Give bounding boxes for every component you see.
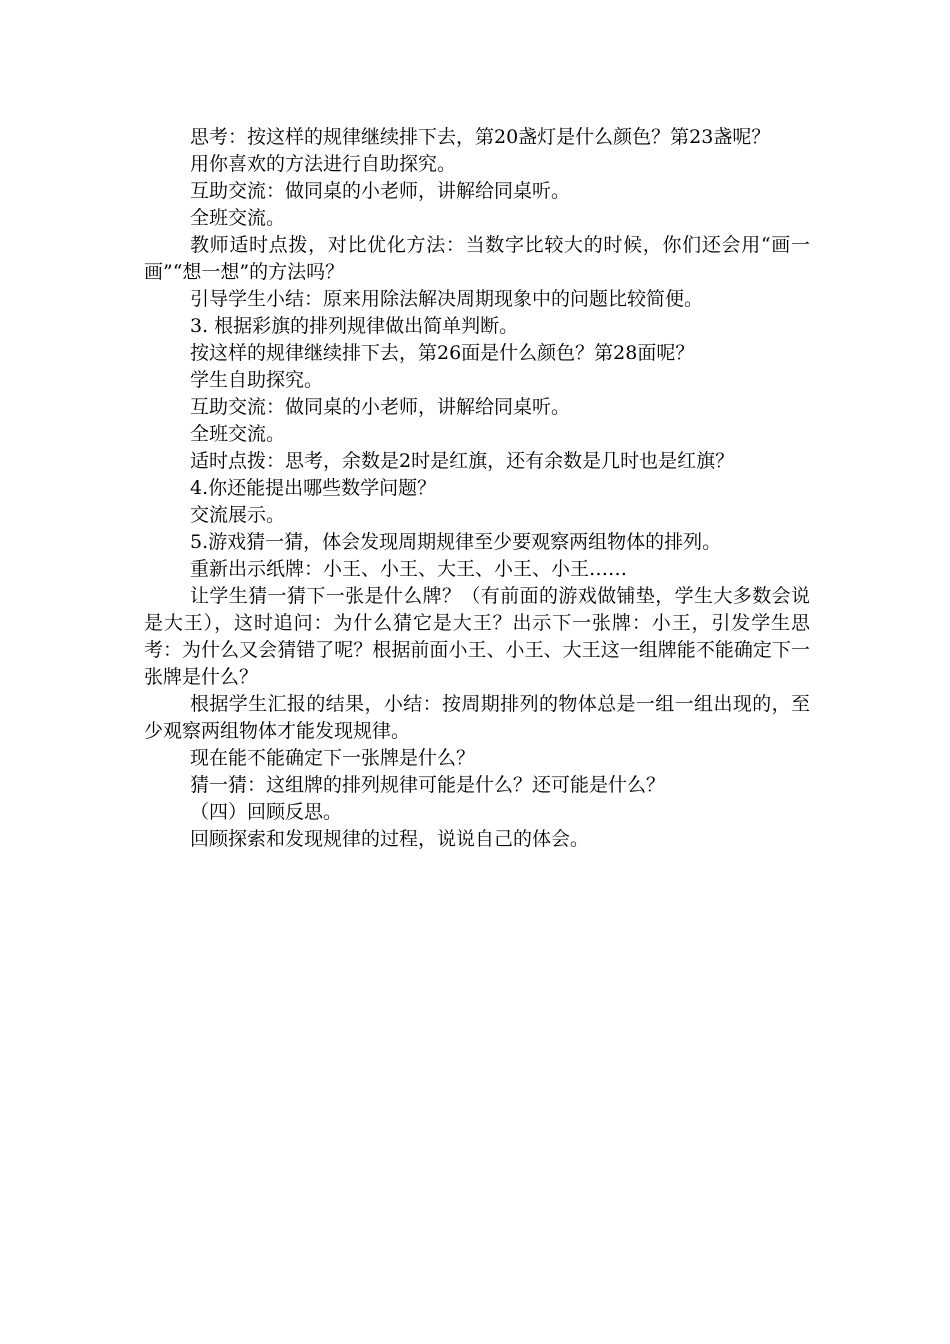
paragraph-2: 用你喜欢的方法进行自助探究。 [190, 153, 457, 175]
paragraph-16: 重新出示纸牌：小王、小王、大王、小王、小王…… [190, 558, 628, 580]
paragraph-7: 3. 根据彩旗的排列规律做出简单判断。 [190, 315, 519, 337]
paragraph-5: 教师适时点拨，对比优化方法：当数字比较大的时候，你们还会用“画一画”“想一想”的方法吗？ [144, 234, 810, 283]
document-body [144, 124, 810, 853]
paragraph-4: 全班交流。 [190, 207, 286, 229]
paragraph-22: 回顾探索和发现规律的过程，说说自己的体会。 [190, 828, 590, 850]
paragraph-21: （四）回顾反思。 [190, 801, 343, 823]
paragraph-6: 引导学生小结：原来用除法解决周期现象中的问题比较简便。 [190, 288, 704, 310]
paragraph-13: 4.你还能提出哪些数学问题？ [190, 477, 437, 499]
paragraph-11: 全班交流。 [190, 423, 286, 445]
paragraph-17: 让学生猜一猜下一张是什么牌？（有前面的游戏做铺垫，学生大多数会说是大王），这时追问：为什么猜它是大王？出示下一张牌：小王，引发学生思考：为什么又会猜错了呢？根据前面小王、小王、大王这一组牌能不能确定下一张牌是什么？ [144, 585, 810, 688]
paragraph-18: 根据学生汇报的结果，小结：按周期排列的物体总是一组一组出现的，至少观察两组物体才能发现规律。 [144, 693, 810, 742]
paragraph-14: 交流展示。 [190, 504, 286, 526]
paragraph-8: 按这样的规律继续排下去，第26面是什么颜色？第28面呢？ [190, 342, 695, 364]
paragraph-15: 5.游戏猜一猜，体会发现周期规律至少要观察两组物体的排列。 [190, 531, 722, 553]
paragraph-12: 适时点拨：思考，余数是2时是红旗，还有余数是几时也是红旗？ [190, 450, 735, 472]
paragraph-20: 猜一猜：这组牌的排列规律可能是什么？还可能是什么？ [190, 774, 666, 796]
paragraph-19: 现在能不能确定下一张牌是什么？ [190, 747, 476, 769]
paragraph-3: 互助交流：做同桌的小老师，讲解给同桌听。 [190, 180, 571, 202]
paragraph-9: 学生自助探究。 [190, 369, 324, 391]
paragraph-10: 互助交流：做同桌的小老师，讲解给同桌听。 [190, 396, 571, 418]
paragraph-1: 思考：按这样的规律继续排下去，第20盏灯是什么颜色？第23盏呢？ [190, 126, 771, 148]
